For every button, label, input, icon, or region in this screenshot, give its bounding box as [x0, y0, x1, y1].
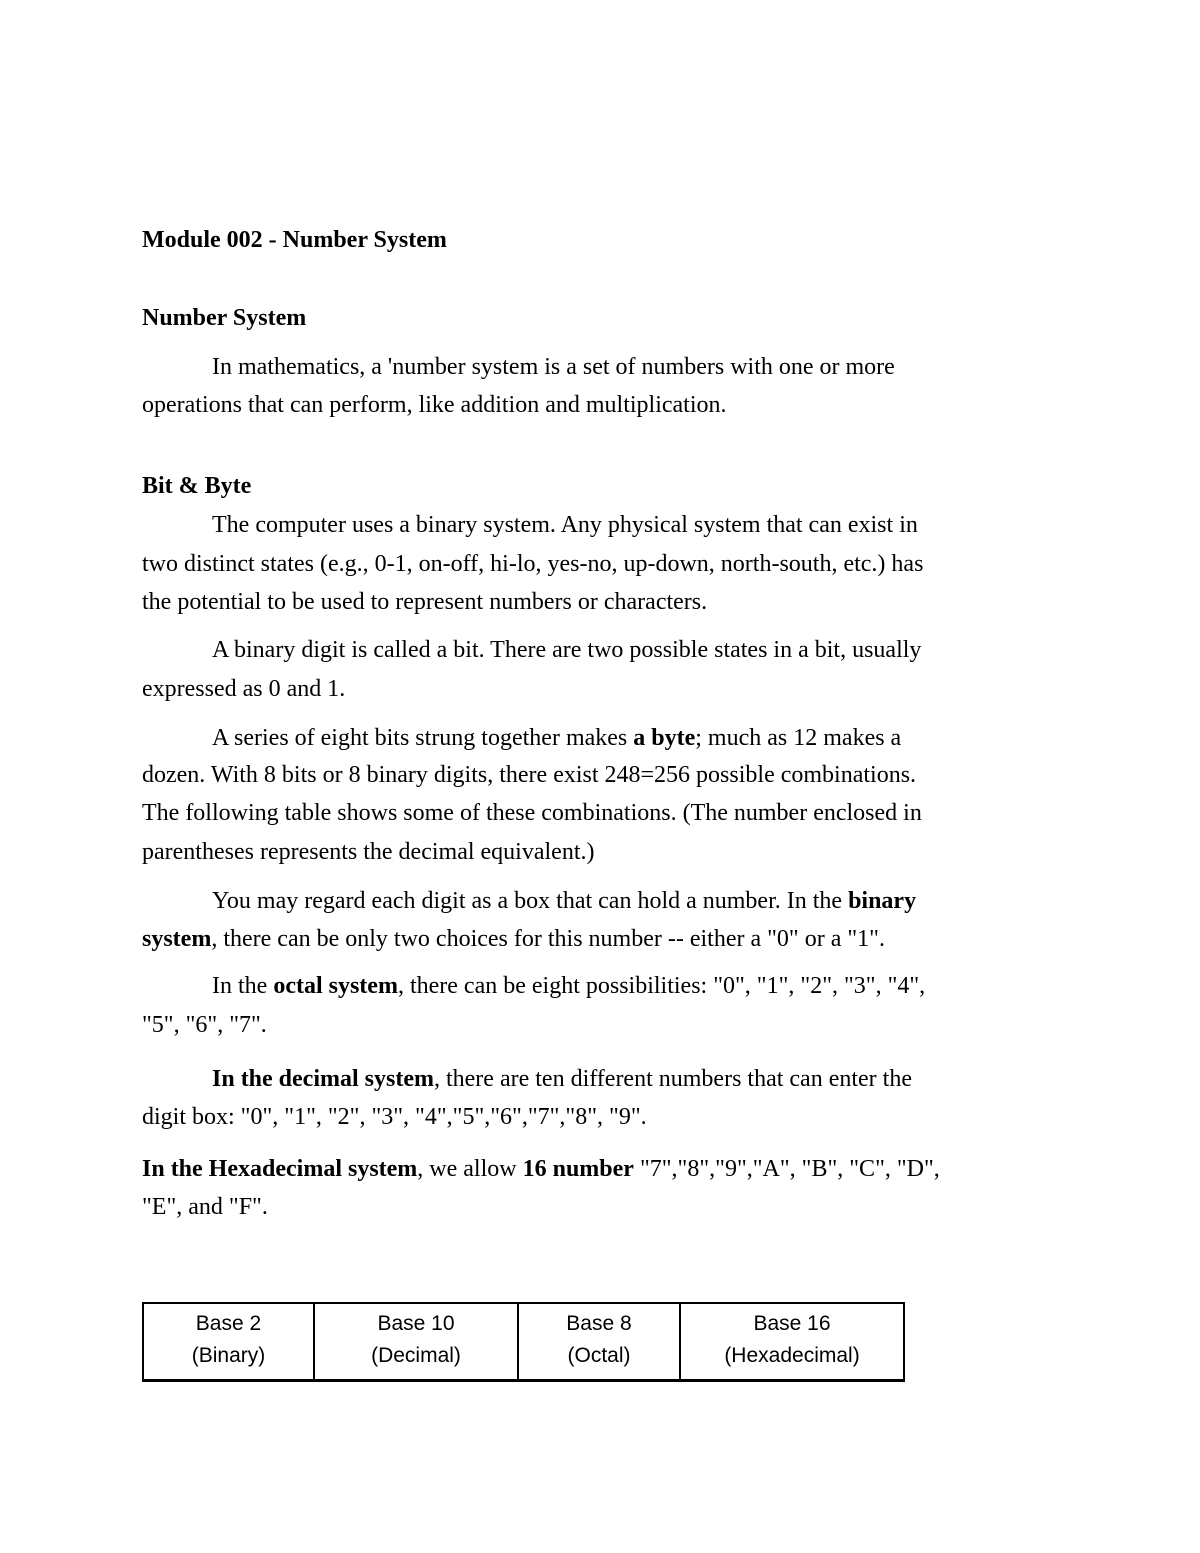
heading-number-system: Number System: [142, 305, 307, 331]
page-title: Module 002 - Number System: [142, 227, 447, 253]
paragraph-line: The computer uses a binary system. Any physical system that can exist in: [212, 512, 918, 538]
number-bases-table: [142, 1302, 905, 1382]
paragraph-line: A binary digit is called a bit. There are two possible states in a bit, usually: [212, 637, 922, 663]
paragraph-line: operations that can perform, like addition and multiplication.: [142, 392, 727, 418]
paragraph-line: In mathematics, a 'number system is a set of numbers with one or more: [212, 354, 895, 380]
paragraph-line: expressed as 0 and 1.: [142, 676, 346, 702]
table-header-cell: Base 16 (Hexadecimal): [680, 1303, 904, 1381]
paragraph-line: In the octal system, there can be eight possibilities: "0", "1", "2", "3", "4",: [212, 973, 926, 999]
paragraph-line: A series of eight bits strung together makes a byte; much as 12 makes a: [212, 725, 902, 751]
paragraph-line: In the decimal system, there are ten different numbers that can enter the: [212, 1066, 912, 1092]
paragraph-line: the potential to be used to represent numbers or characters.: [142, 589, 708, 615]
paragraph-line: "5", "6", "7".: [142, 1012, 267, 1038]
table-header-cell: Base 10 (Decimal): [314, 1303, 518, 1381]
paragraph-line: In the Hexadecimal system, we allow 16 number "7","8","9","A", "B", "C", "D",: [142, 1156, 940, 1182]
table-header-cell: Base 8 (Octal): [518, 1303, 680, 1381]
paragraph-line: system, there can be only two choices for this number -- either a "0" or a "1".: [142, 926, 885, 952]
table-header-row: [143, 1303, 904, 1381]
paragraph-line: dozen. With 8 bits or 8 binary digits, there exist 248=256 possible combinations.: [142, 762, 917, 788]
paragraph-line: two distinct states (e.g., 0-1, on-off, hi-lo, yes-no, up-down, north-south, etc.) has: [142, 551, 924, 577]
heading-bit-byte: Bit & Byte: [142, 473, 252, 499]
paragraph-line: digit box: "0", "1", "2", "3", "4","5","6","7","8", "9".: [142, 1104, 647, 1130]
paragraph-line: parentheses represents the decimal equivalent.): [142, 839, 595, 865]
paragraph-line: "E", and "F".: [142, 1194, 268, 1220]
paragraph-line: You may regard each digit as a box that can hold a number. In the binary: [212, 888, 917, 914]
paragraph-line: The following table shows some of these combinations. (The number enclosed in: [142, 800, 922, 826]
table-header-cell: Base 2 (Binary): [143, 1303, 314, 1381]
